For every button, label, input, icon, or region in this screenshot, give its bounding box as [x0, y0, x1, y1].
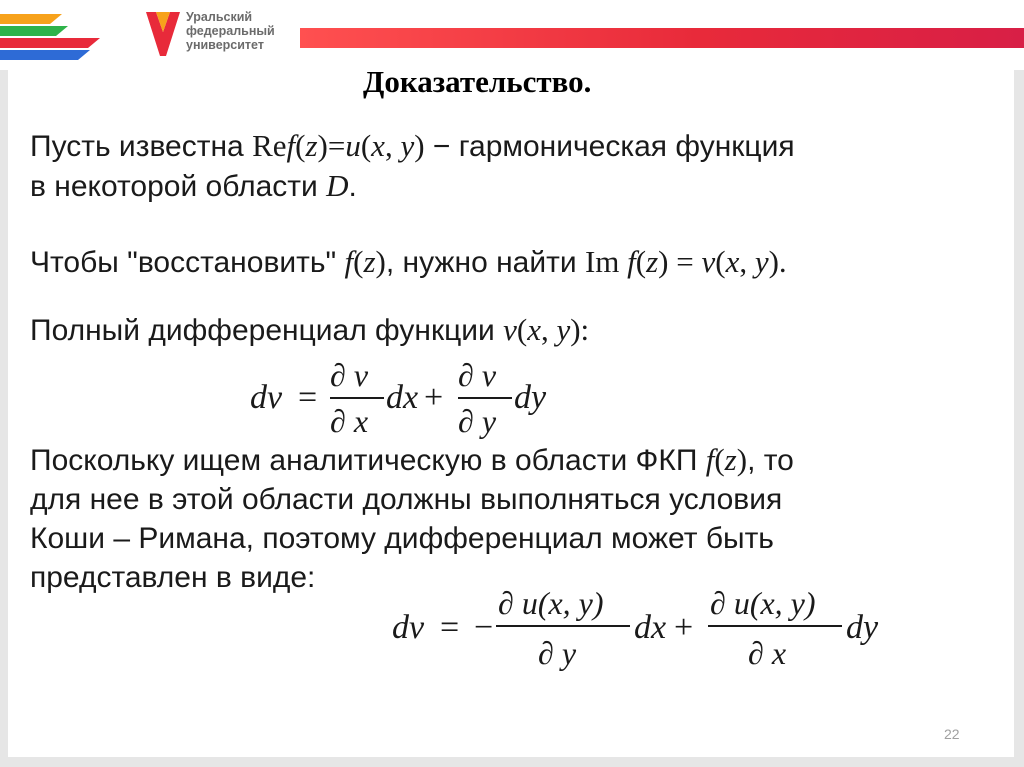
eq1-lhs: dv	[250, 379, 283, 416]
header-bar	[0, 0, 1024, 70]
eq2-frac2-denominator: ∂ x	[748, 635, 787, 671]
university-logo-icon	[146, 12, 180, 56]
paragraph-2: Чтобы "восстановить" f(z), нужно найти Im f(z) = v(x, y).	[30, 244, 787, 279]
header-accent-line	[300, 28, 1024, 48]
page-number: 22	[944, 726, 960, 742]
eq1-dy: dy	[514, 379, 547, 416]
paragraph-4: Поскольку ищем аналитическую в области ФКП f(z), то для нее в этой области должны выполняться условия Коши – Римана, поэтому дифференциал может быть представлен в виде:	[30, 442, 794, 594]
eq2-dx: dx	[634, 609, 667, 646]
university-name-line-1: Уральский	[186, 10, 253, 24]
university-name	[186, 10, 275, 52]
eq2-dy: dy	[846, 609, 879, 646]
eq1-frac1-numerator: ∂ v	[330, 357, 369, 393]
slide-border-bottom	[0, 757, 1024, 767]
slide-border-left	[0, 70, 8, 767]
eq2-frac1-numerator: ∂ u(x, y)	[498, 585, 604, 621]
eq2-frac2-numerator: ∂ u(x, y)	[710, 585, 816, 621]
slide-title: Доказательство.	[363, 64, 592, 99]
eq1-dx: dx	[386, 379, 419, 416]
eq1-frac1-denominator: ∂ x	[330, 403, 369, 439]
eq2-plus: +	[674, 609, 694, 646]
eq2-frac1-denominator: ∂ y	[538, 635, 577, 671]
eq1-equals: =	[298, 379, 318, 416]
color-stripes-logo	[0, 14, 130, 66]
university-name-line-3: университет	[186, 38, 264, 52]
eq1-plus: +	[424, 379, 444, 416]
eq2-minus: −	[474, 609, 494, 646]
equation-dv-cauchy-riemann	[392, 580, 902, 680]
slide-border-right	[1014, 70, 1024, 767]
eq1-frac2-denominator: ∂ y	[458, 403, 497, 439]
paragraph-1: Пусть известна Ref(z)=u(x, y) − гармоническая функция в некоторой области D.	[30, 128, 795, 203]
eq2-lhs: dv	[392, 609, 425, 646]
eq2-equals: =	[440, 609, 460, 646]
paragraph-3: Полный дифференциал функции v(x, y):	[30, 312, 590, 347]
eq1-frac2-numerator: ∂ v	[458, 357, 497, 393]
university-name-line-2: федеральный	[186, 24, 275, 38]
equation-dv-total-differential	[250, 356, 570, 448]
